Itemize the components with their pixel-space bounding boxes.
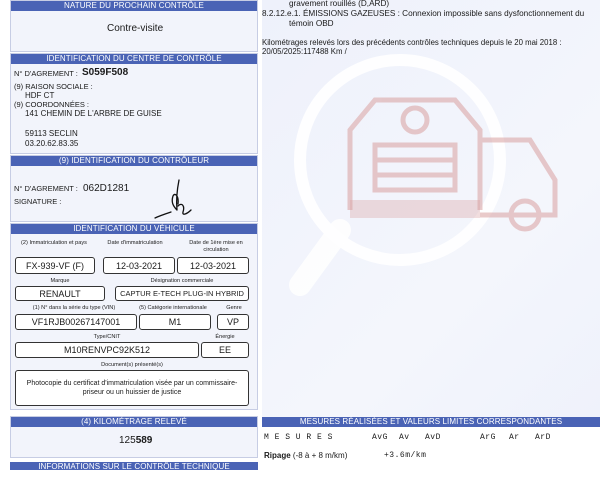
- prochain-controle-header: NATURE DU PROCHAIN CONTRÔLE: [11, 1, 257, 11]
- energie-caption: Énergie: [215, 334, 235, 340]
- categorie-field: M1: [139, 314, 211, 330]
- ripage-value: +3.6m/km: [384, 451, 427, 460]
- address-line2: 59113 SECLIN: [25, 129, 78, 138]
- date-circ-caption: Date de 1ère mise en circulation: [189, 240, 243, 253]
- coordonnees-label: (9) COORDONNÉES :: [14, 100, 90, 109]
- centre-agrement-value: S059F508: [82, 67, 129, 78]
- panel-vehicule: [10, 223, 258, 410]
- text-line1: gravement rouillés (D,ARD): [289, 0, 390, 8]
- marque-caption: Marque: [50, 278, 70, 284]
- centre-agrement-label: N° D'AGREMENT :: [14, 69, 78, 78]
- documents-field: Photocopie du certificat d'immatriculation visée par un commissaire-priseur ou un huissier de justice: [15, 370, 249, 406]
- controleur-agrement-value: 062D1281: [83, 183, 130, 194]
- vehicule-header: IDENTIFICATION DU VÉHICULE: [11, 224, 257, 234]
- date-circ-field: 12-03-2021: [177, 257, 249, 274]
- immat-caption: (2) Immatriculation et pays: [21, 240, 87, 246]
- documents-caption: Document(s) présenté(s): [101, 362, 163, 368]
- panel-prochain-controle: [10, 0, 258, 52]
- col-ar: Ar: [509, 433, 520, 442]
- raison-sociale-value: HDF CT: [25, 91, 55, 100]
- infos-header: INFORMATIONS SUR LE CONTRÔLE TECHNIQUE DÉFAVORABLE: [10, 462, 258, 470]
- ripage-limit: (-8 à + 8 m/km): [292, 451, 348, 460]
- right-column: [262, 0, 600, 470]
- genre-caption: Genre: [226, 305, 242, 311]
- col-avd: AvD: [425, 433, 441, 442]
- text-line2: 8.2.12.e.1. ÉMISSIONS GAZEUSES : Connexion impossible sans dysfonctionnement du: [262, 9, 585, 18]
- phone: 03.20.62.83.35: [25, 139, 79, 148]
- kilometrage-header: (4) KILOMÉTRAGE RELEVÉ: [11, 417, 257, 427]
- controleur-header: (9) IDENTIFICATION DU CONTRÔLEUR: [11, 156, 257, 166]
- watermark-car-icon: [280, 50, 580, 290]
- col-arg: ArG: [480, 433, 496, 442]
- vin-caption: (1) N° dans la série du type (VIN): [32, 305, 116, 311]
- prochain-controle-value: Contre-visite: [107, 23, 164, 34]
- text-line4: Kilométrages relevés lors des précédents contrôles techniques depuis le 20 mai 2018 :: [262, 38, 562, 47]
- signature-label: SIGNATURE :: [14, 197, 62, 206]
- designation-field: CAPTUR E-TECH PLUG-IN HYBRID: [115, 286, 249, 301]
- mesures-table: [262, 427, 600, 470]
- text-line3: témoin OBD: [289, 19, 334, 28]
- col-av: Av: [399, 433, 410, 442]
- date-immat-caption: Date d'immatriculation: [107, 240, 163, 246]
- panel-kilometrage: [10, 416, 258, 458]
- immat-field: FX-939-VF (F): [15, 257, 95, 274]
- controleur-agrement-label: N° D'AGREMENT :: [14, 184, 78, 193]
- panel-centre: [10, 53, 258, 154]
- signature-image: [149, 176, 195, 220]
- marque-field: RENAULT: [15, 286, 105, 301]
- genre-field: VP: [217, 314, 249, 330]
- raison-sociale-label: (9) RAISON SOCIALE :: [14, 82, 93, 91]
- ripage-row: [264, 451, 347, 460]
- type-caption: Type/CNIT: [93, 334, 121, 340]
- ripage-label: Ripage: [264, 451, 291, 460]
- left-column: [10, 0, 258, 480]
- type-field: M10RENVPC92K512: [15, 342, 199, 358]
- centre-header: IDENTIFICATION DU CENTRE DE CONTRÔLE: [11, 54, 257, 64]
- mesures-header: MESURES RÉALISÉES ET VALEURS LIMITES CORRESPONDANTES: [262, 417, 600, 427]
- vin-field: VF1RJB00267147001: [15, 314, 137, 330]
- designation-caption: Désignation commerciale: [150, 278, 214, 284]
- col-ard: ArD: [535, 433, 551, 442]
- energie-field: EE: [201, 342, 249, 358]
- panel-controleur: [10, 155, 258, 222]
- col-avg: AvG: [372, 433, 388, 442]
- date-immat-field: 12-03-2021: [103, 257, 175, 274]
- mesures-col-label: M E S U R E S: [264, 433, 333, 442]
- text-line5: 20/05/2025:117488 Km /: [262, 47, 347, 56]
- kilometrage-value: 125589: [119, 435, 153, 446]
- categorie-caption: (5) Catégorie internationale: [139, 305, 207, 311]
- address-line1: 141 CHEMIN DE L'ARBRE DE GUISE: [25, 109, 162, 118]
